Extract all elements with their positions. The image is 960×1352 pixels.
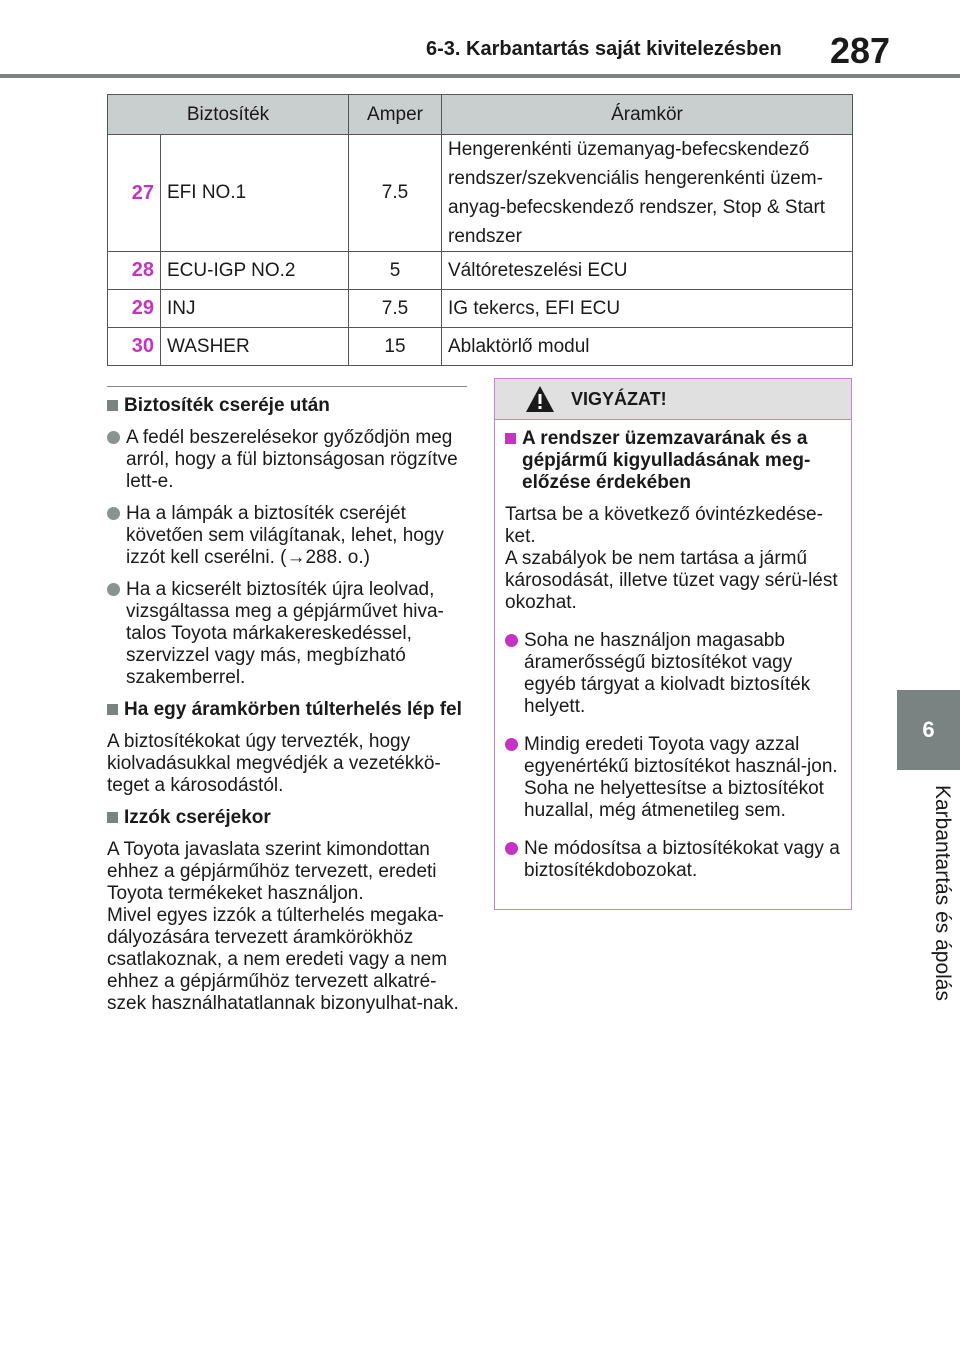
circle-bullet-icon (505, 738, 518, 751)
section-title: 6-3. Karbantartás saját kivitelezésben (426, 38, 782, 60)
bullet-text: Soha ne helyettesítse a biztosítékot huzallal, még átmenetileg sem. (524, 778, 824, 821)
fuse-amp: 7.5 (349, 290, 442, 328)
fuse-amp: 15 (349, 328, 442, 366)
fuse-name: WASHER (161, 328, 349, 366)
bullet-text: Ha a kicserélt biztosíték újra leolvad, vizsgáltassa meg a gépjárművet hiva-talos Toyota márkakereskedéssel, szervizzel vagy más, megbízható szakemberrel. (126, 579, 444, 688)
circle-bullet-icon (107, 431, 120, 444)
paragraph: Tartsa be a következő óvintézkedése-ket. (505, 504, 823, 547)
section-heading (107, 807, 467, 829)
header-amper: Amper (349, 95, 442, 135)
fuse-table (107, 94, 853, 366)
circle-bullet-icon (107, 507, 120, 520)
square-bullet-icon (107, 704, 118, 715)
header-circuit: Áramkör (442, 95, 853, 135)
heading-text: Izzók cseréjekor (124, 807, 271, 828)
heading-text: Ha egy áramkörben túlterhelés lép fel (124, 699, 462, 720)
square-bullet-icon (107, 400, 118, 411)
section-heading (107, 395, 467, 417)
bullet-item (505, 838, 841, 882)
chapter-tab: 6 (897, 690, 960, 770)
paragraph: A Toyota javaslata szerint kimondottan ehhez a gépjárműhöz tervezett, eredeti Toyota termékeket használjon. (107, 839, 437, 904)
header-rule (0, 74, 960, 78)
chapter-title: Karbantartás és ápolás (931, 785, 954, 1001)
paragraph: Mivel egyes izzók a túlterhelés megaka-dályozására tervezett áramkörökhöz csatlakoznak, a nem eredeti vagy a nem ehhez a gépjárműhöz tervezett alkatré-szek használhatatlannak bizonyulhat-nak. (107, 905, 459, 1014)
bullet-text: Ha a lámpák a biztosíték cseréjét követően sem világítanak, lehet, hogy izzót kell cserélni. (→288. o.) (126, 503, 444, 568)
fuse-circuit: IG tekercs, EFI ECU (442, 290, 853, 328)
circle-bullet-icon (505, 634, 518, 647)
caution-box (494, 378, 852, 910)
heading-text: A rendszer üzemzavarának és a gépjármű kigyulladásának meg-előzése érdekében (522, 428, 811, 493)
fuse-name: ECU-IGP NO.2 (161, 252, 349, 290)
paragraph: A biztosítékokat úgy tervezték, hogy kiolvadásukkal megvédjék a vezetékkö-teget a károsodástól. (107, 731, 441, 796)
table-row (108, 328, 853, 366)
square-bullet-icon (107, 812, 118, 823)
page-number: 287 (830, 30, 891, 71)
caution-heading (505, 428, 841, 494)
paragraph: A szabályok be nem tartása a jármű károsodását, illetve tüzet vagy sérü-lést okozhat. (505, 548, 838, 613)
bullet-item (505, 734, 841, 822)
divider (107, 386, 467, 387)
bullet-item (107, 427, 467, 493)
circle-bullet-icon (505, 842, 518, 855)
table-row (108, 252, 853, 290)
fuse-amp: 5 (349, 252, 442, 290)
header-fuse: Biztosíték (108, 95, 349, 135)
fuse-number: 28 (108, 252, 161, 290)
caution-body (495, 420, 851, 882)
bullet-text: Mindig eredeti Toyota vagy azzal egyenértékű biztosítékot használ-jon. (524, 734, 838, 777)
warning-triangle-icon (525, 385, 555, 413)
bullet-item (505, 630, 841, 718)
caution-header (495, 379, 851, 420)
fuse-circuit: Váltóreteszelési ECU (442, 252, 853, 290)
table-header-row (108, 95, 853, 135)
fuse-name: INJ (161, 290, 349, 328)
fuse-name: EFI NO.1 (161, 135, 349, 252)
bullet-item (107, 579, 467, 689)
fuse-number: 29 (108, 290, 161, 328)
square-bullet-icon (505, 433, 516, 444)
bullet-item (107, 503, 467, 569)
fuse-circuit: Hengerenkénti üzemanyag-befecskendező rendszer/szekvenciális hengerenkénti üzem-anyag-befecskendező rendszer, Stop & Start rendszer (442, 135, 853, 252)
circle-bullet-icon (107, 583, 120, 596)
bullet-text: Soha ne használjon magasabb áramerősségű biztosítékot vagy egyéb tárgyat a kiolvadt biztosíték helyett. (524, 630, 811, 717)
heading-text: Biztosíték cseréje után (124, 395, 330, 416)
caution-title: VIGYÁZAT! (571, 389, 667, 409)
table-row (108, 290, 853, 328)
section-heading (107, 699, 467, 721)
bullet-text: A fedél beszerelésekor győződjön meg arról, hogy a fül biztonságosan rögzítve lett-e. (126, 427, 458, 492)
fuse-number: 27 (108, 135, 161, 252)
fuse-number: 30 (108, 328, 161, 366)
fuse-amp: 7.5 (349, 135, 442, 252)
bullet-text: Ne módosítsa a biztosítékokat vagy a biztosítékdobozokat. (524, 838, 840, 881)
table-row (108, 135, 853, 252)
left-column (107, 386, 467, 1025)
fuse-circuit: Ablaktörlő modul (442, 328, 853, 366)
